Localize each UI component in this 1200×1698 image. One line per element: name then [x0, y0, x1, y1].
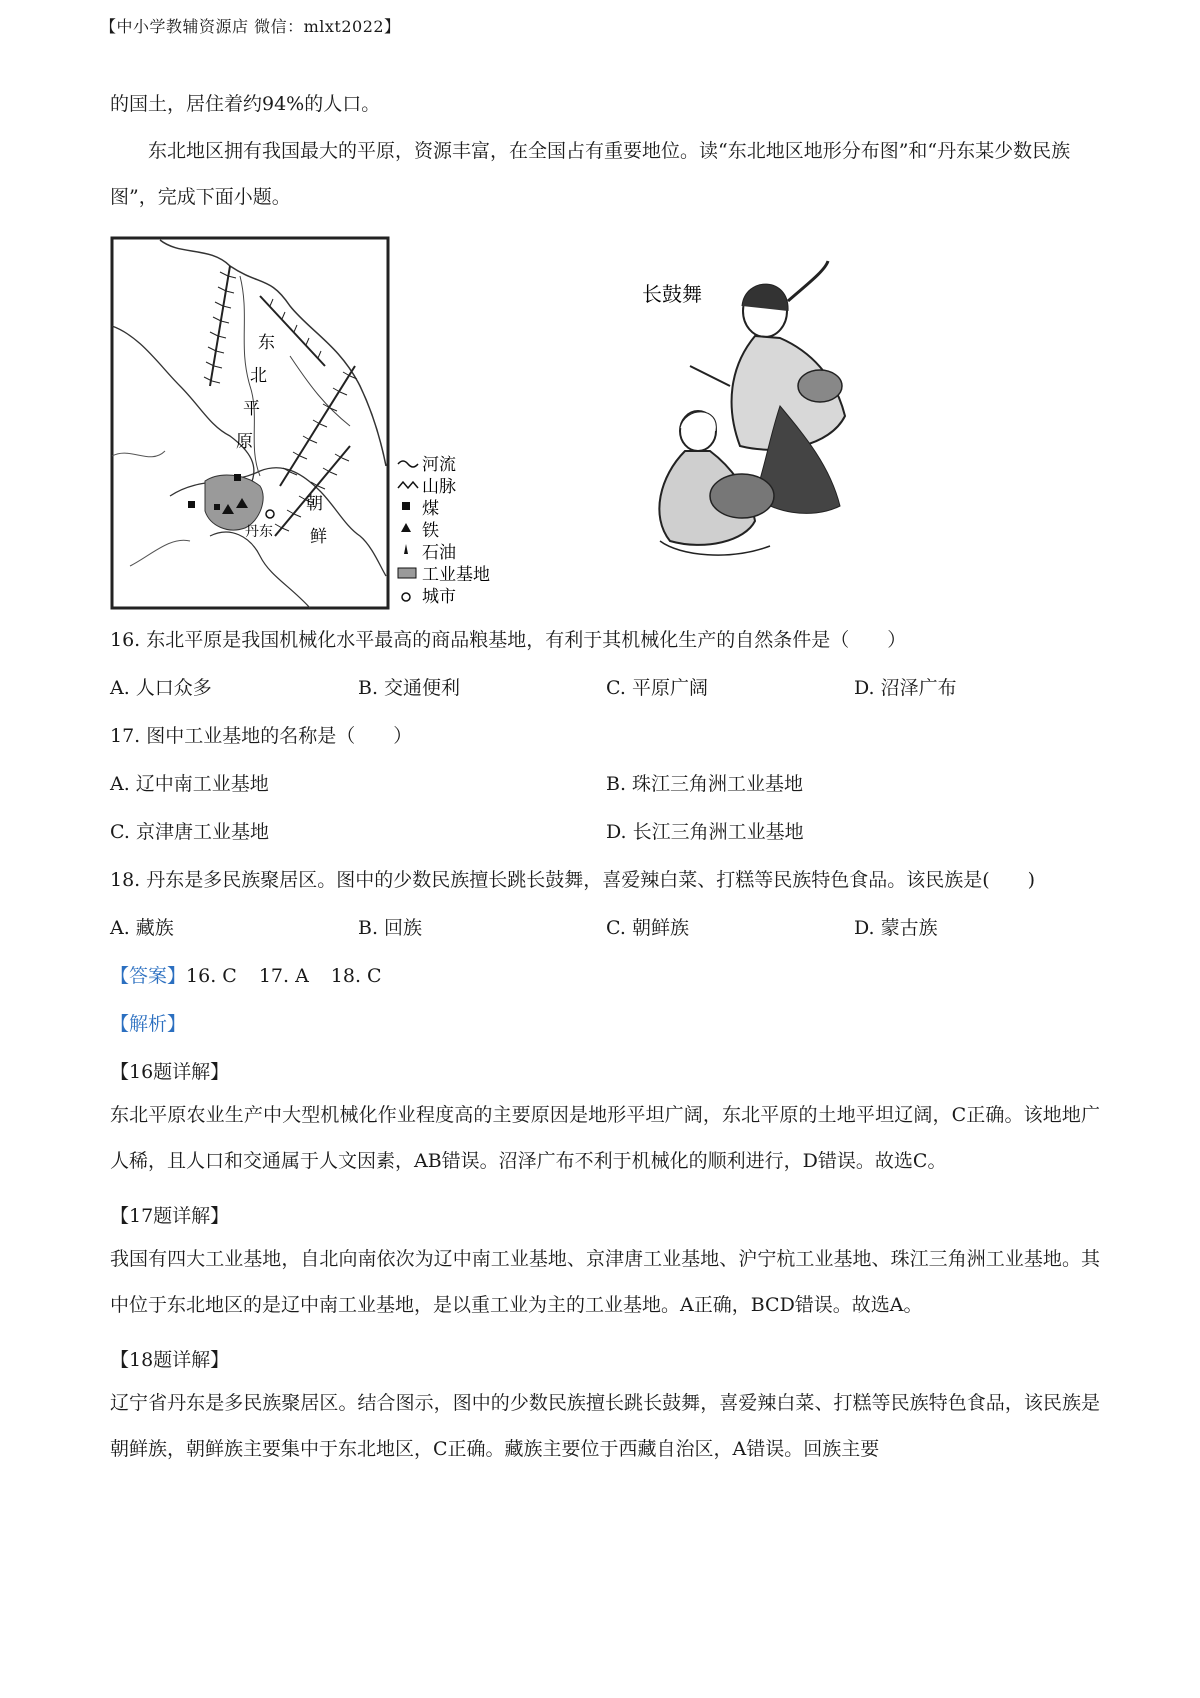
detail-16-title: 【16题详解】 [110, 1061, 230, 1083]
map-label-dandong: 丹东 [245, 524, 273, 540]
detail-17-text: 我国有四大工业基地，自北向南依次为辽中南工业基地、京津唐工业基地、沪宁杭工业基地、珠江三角洲工业基地。其中位于东北地区的是辽中南工业基地，是以重工业为主的工业基地。A正确，BCD错误。故选A。 [110, 1248, 1100, 1316]
map-label-ping: 平 [243, 399, 260, 419]
detail-16-text: 东北平原农业生产中大型机械化作业程度高的主要原因是地形平坦广阔，东北平原的土地平坦辽阔，C正确。该地地广人稀，且人口和交通属于人文因素，AB错误。沼泽广布不利于机械化的顺利进行，D错误。故选C。 [110, 1104, 1100, 1172]
option-18-b: B. 回族 [358, 917, 423, 939]
question-16-options [110, 674, 1100, 702]
legend-mountain: 山脉 [422, 477, 456, 497]
northeast-terrain-map [110, 236, 498, 610]
question-18-options [110, 914, 1100, 942]
answer-row [110, 962, 1100, 990]
option-18-a: A. 藏族 [110, 917, 174, 939]
option-18-d: D. 蒙古族 [854, 917, 938, 939]
long-drum-dance-illustration [630, 256, 950, 566]
intro-line: 的国土，居住着约94%的人口。 [110, 93, 381, 115]
dance-label: 长鼓舞 [642, 282, 702, 306]
answer-18: 18. C [330, 965, 382, 987]
figure-area [110, 236, 1100, 616]
legend-city: 城市 [422, 587, 456, 607]
question-16-stem: 16. 东北平原是我国机械化水平最高的商品粮基地，有利于其机械化生产的自然条件是（ ） [110, 629, 907, 651]
option-16-c: C. 平原广阔 [606, 677, 708, 699]
page-header: 【中小学教辅资源店 微信：mlxt2022】 [100, 17, 401, 36]
map-legend [398, 455, 490, 607]
option-17-d: D. 长江三角洲工业基地 [606, 821, 804, 843]
question-lead: 东北地区拥有我国最大的平原，资源丰富，在全国占有重要地位。读“东北地区地形分布图”和“丹东某少数民族图”，完成下面小题。 [110, 140, 1071, 208]
legend-industrial-base: 工业基地 [422, 565, 490, 585]
map-label-dong: 东 [258, 333, 275, 353]
document-body [110, 90, 1100, 1490]
answer-tag: 【答案】 [110, 965, 187, 987]
question-17-options-row2 [110, 818, 1100, 846]
detail-18-text: 辽宁省丹东是多民族聚居区。结合图示，图中的少数民族擅长跳长鼓舞，喜爱辣白菜、打糕等民族特色食品，该民族是朝鲜族，朝鲜族主要集中于东北地区，C正确。藏族主要位于西藏自治区，A错误。回族主要 [110, 1392, 1100, 1460]
answer-16: 16. C [186, 965, 237, 987]
option-17-a: A. 辽中南工业基地 [110, 773, 269, 795]
legend-coal: 煤 [422, 499, 439, 519]
answer-17: 17. A [258, 965, 309, 987]
option-17-b: B. 珠江三角洲工业基地 [606, 773, 804, 795]
analysis-tag: 【解析】 [110, 1013, 187, 1035]
option-16-d: D. 沼泽广布 [854, 677, 957, 699]
legend-oil: 石油 [422, 543, 456, 563]
option-17-c: C. 京津唐工业基地 [110, 821, 269, 843]
map-label-chao: 朝 [306, 494, 323, 514]
legend-iron: 铁 [422, 521, 439, 541]
legend-river: 河流 [422, 455, 456, 475]
map-label-yuan: 原 [236, 432, 253, 452]
map-label-bei: 北 [250, 366, 267, 386]
detail-17-title: 【17题详解】 [110, 1205, 230, 1227]
question-18-stem: 18. 丹东是多民族聚居区。图中的少数民族擅长跳长鼓舞，喜爱辣白菜、打糕等民族特色食品。该民族是( ) [110, 869, 1036, 891]
option-16-a: A. 人口众多 [110, 677, 212, 699]
question-17-options [110, 770, 1100, 798]
option-16-b: B. 交通便利 [358, 677, 461, 699]
detail-18-title: 【18题详解】 [110, 1349, 230, 1371]
option-18-c: C. 朝鲜族 [606, 917, 689, 939]
map-label-xian: 鲜 [310, 527, 327, 547]
question-17-stem: 17. 图中工业基地的名称是（ ） [110, 725, 413, 747]
